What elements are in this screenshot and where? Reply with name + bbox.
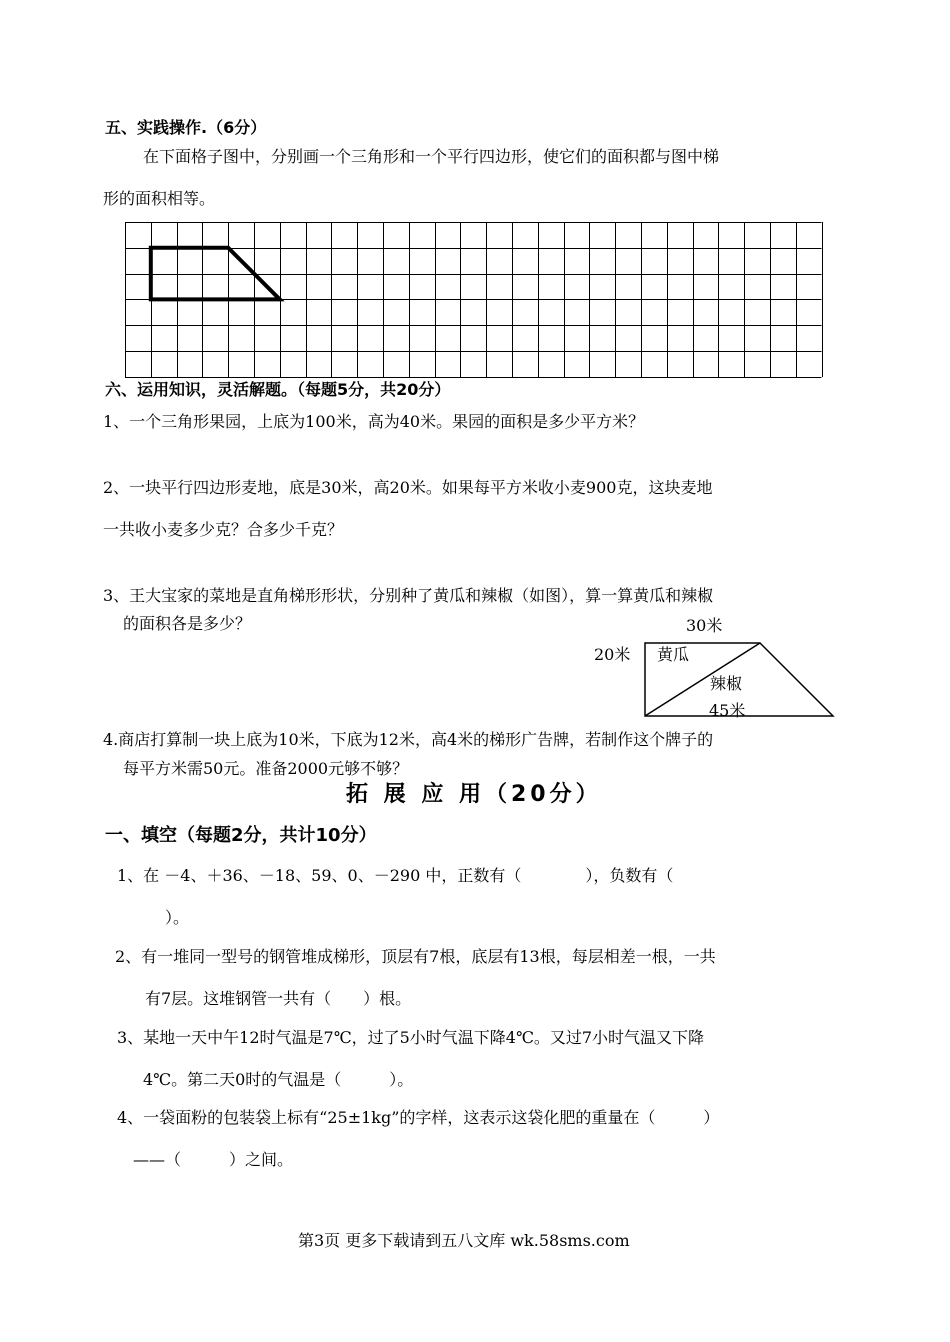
section6-q1: 1、一个三角形果园，上底为100米，高为40米。果园的面积是多少平方米？: [103, 412, 645, 431]
fill-q2-line1: 2、有一堆同一型号的钢管堆成梯形，顶层有7根，底层有13根，每层相差一根，一共: [115, 947, 716, 966]
section5-desc-line2: 形的面积相等。: [103, 189, 216, 208]
fill-q1-line2: ）。: [165, 908, 190, 927]
section6-q2-line1: 2、一块平行四边形麦地，底是30米，高20米。如果每平方米收小麦900克，这块麦地: [103, 478, 713, 497]
section6-q4-line2: 每平方米需50元。准备2000元够不够？: [123, 759, 409, 778]
figure-bottom-label: 45米: [709, 701, 746, 720]
fill-q4-line2: ——（ ）之间。: [133, 1150, 294, 1169]
figure-region-pepper: 辣椒: [710, 674, 743, 693]
section6-q2-line2: 一共收小麦多少克？合多少千克？: [103, 520, 344, 539]
section6-q3-line1: 3、王大宝家的菜地是直角梯形形状，分别种了黄瓜和辣椒（如图），算一算黄瓜和辣椒: [103, 586, 714, 605]
extension-title: 拓 展 应 用（20分）: [346, 782, 602, 807]
fill-q1-line1: 1、在 －4、＋36、－18、59、0、－290 中，正数有（ ），负数有（: [117, 866, 674, 885]
figure-region-cucumber: 黄瓜: [657, 645, 690, 664]
section5-desc-line1: 在下面格子图中，分别画一个三角形和一个平行四边形，使它们的面积都与图中梯: [143, 147, 720, 166]
section6-title: 六、运用知识，灵活解题。（每题5分，共20分）: [105, 380, 451, 399]
figure-height-label: 20米: [594, 645, 631, 664]
section5-title: 五、实践操作.（6分）: [105, 118, 267, 137]
section6-q3-line2: 的面积各是多少？: [123, 614, 252, 633]
fill-q3-line2: 4℃。第二天0时的气温是（ ）。: [143, 1070, 414, 1089]
extension-part1-title: 一、填空（每题2分，共计10分）: [105, 825, 377, 846]
fill-q2-line2: 有7层。这堆钢管一共有（ ）根。: [145, 989, 412, 1008]
figure-top-label: 30米: [686, 616, 723, 635]
fill-q3-line1: 3、某地一天中午12时气温是7℃，过了5小时气温下降4℃。又过7小时气温又下降: [117, 1028, 705, 1047]
page-footer: 第3页 更多下载请到五八文库 wk.58sms.com: [298, 1231, 630, 1250]
fill-q4-line1: 4、一袋面粉的包装袋上标有“25±1kg”的字样，这表示这袋化肥的重量在（ ）: [117, 1108, 720, 1127]
section6-q4-line1: 4.商店打算制一块上底为10米，下底为12米，高4米的梯形广告牌，若制作这个牌子的: [103, 730, 714, 749]
